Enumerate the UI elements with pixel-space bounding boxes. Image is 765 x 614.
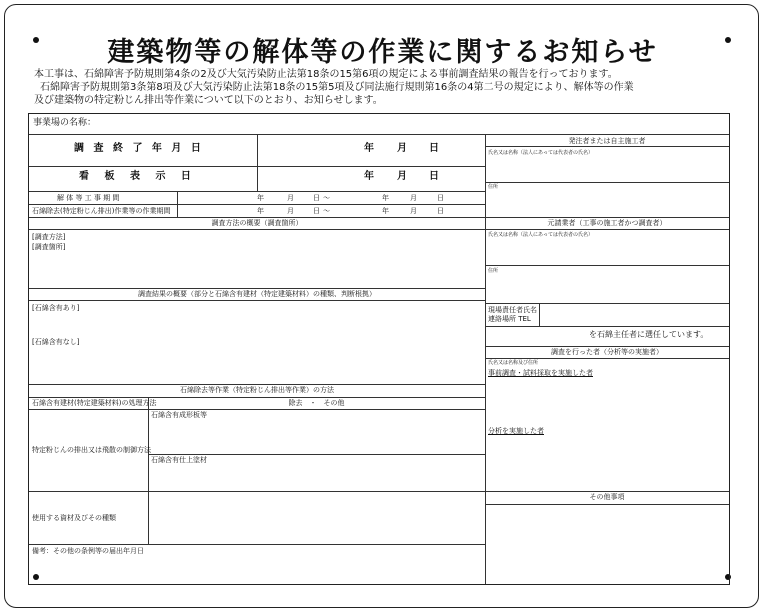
pre-survey-label: 事前調査・試料採取を実施した者 xyxy=(488,369,593,377)
client-name-label: 氏名又は名称（法人にあっては代表者の氏名） xyxy=(488,150,593,156)
survey-end-day: 日 xyxy=(429,143,439,154)
appointed-text: を石綿主任者に選任しています。 xyxy=(589,330,709,339)
site-manager-label: 現場責任者氏名 xyxy=(488,306,537,314)
form-grid xyxy=(28,113,730,585)
materials-used-label: 使用する資材及びその種類 xyxy=(32,514,116,522)
contractor-address-label: 住所 xyxy=(488,268,499,274)
asbestos-no-label: [石綿含有なし] xyxy=(32,338,80,346)
survey-place-label: [調査箇所] xyxy=(32,243,66,251)
result-header: 調査結果の概要（部分と石綿含有建材（特定建築材料）の種類、判断根拠） xyxy=(138,290,376,298)
notice-display-day: 日 xyxy=(429,171,439,182)
asbestos-start-day: 日 xyxy=(313,207,320,215)
survey-end-label: 調 査 終 了 年 月 日 xyxy=(74,143,204,154)
asbestos-end-year: 年 xyxy=(382,207,389,215)
intro-line-1: 本工事は、石綿障害予防規則第4条の2及び大気汚染防止法第18条の15第6項の規定による事前調査結果の報告を行っております。 xyxy=(34,69,618,80)
asbestos-start-month: 月 xyxy=(287,207,294,215)
demolition-end-month: 月 xyxy=(410,194,417,202)
survey-end-year: 年 xyxy=(364,143,374,154)
asbestos-start-year: 年 xyxy=(257,207,264,215)
intro-text xyxy=(34,68,734,107)
treatment-method-value: 除去 ・ その他 xyxy=(288,399,345,407)
intro-line-2: 石綿障害予防規則第3条第8項及び大気汚染防止法第18条の15第5項及び同法施行規則第16条の4第二号の規定により、解体等の作業 xyxy=(40,82,634,93)
notice-display-year: 年 xyxy=(364,171,374,182)
surveyor-name-label: 氏名又は名称及び住所 xyxy=(488,360,539,366)
analysis-label: 分析を実施した者 xyxy=(488,427,544,435)
molded-board-label: 石綿含有成形板等 xyxy=(151,411,207,419)
surveyor-header: 調査を行った者（分析等の実施者） xyxy=(551,348,663,356)
survey-method-header: 調査方法の概要（調査箇所） xyxy=(211,219,303,227)
site-name-label: 事業場の名称： xyxy=(33,118,97,128)
intro-line-3: 及び建築物の特定粉じん排出等作業について以下のとおり、お知らせします。 xyxy=(34,95,383,106)
demolition-end-day: 日 xyxy=(437,194,444,202)
demolition-start-day: 日 xyxy=(313,194,320,202)
contractor-header: 元請業者（工事の施工者かつ調査者） xyxy=(547,219,667,227)
demolition-start-month: 月 xyxy=(287,194,294,202)
contact-tel-label: 連絡場所 TEL xyxy=(488,315,531,323)
remarks-label: 備考：その他の条例等の届出年月日 xyxy=(32,547,144,555)
asbestos-tilde: ～ xyxy=(323,207,330,215)
demolition-start-year: 年 xyxy=(257,194,264,202)
emission-control-label: 特定粉じんの排出又は飛散の制御方法 xyxy=(32,446,151,454)
contractor-name-label: 氏名又は名称（法人にあっては代表者の氏名） xyxy=(488,232,593,238)
removal-header: 石綿除去等作業（特定粉じん排出等作業）の方法 xyxy=(180,386,334,394)
client-address-label: 住所 xyxy=(488,184,499,190)
demolition-period-label: 解 体 等 工 事 期 間 xyxy=(57,194,120,202)
asbestos-end-day: 日 xyxy=(437,207,444,215)
notice-display-month: 月 xyxy=(397,171,407,182)
finish-coating-label: 石綿含有仕上塗材 xyxy=(151,456,207,464)
demolition-end-year: 年 xyxy=(382,194,389,202)
page-title: 建築物等の解体等の作業に関するお知らせ xyxy=(107,37,658,68)
asbestos-yes-label: [石綿含有あり] xyxy=(32,304,80,312)
asbestos-end-month: 月 xyxy=(410,207,417,215)
client-header: 発注者または自主施工者 xyxy=(568,137,646,145)
survey-end-month: 月 xyxy=(397,143,407,154)
treatment-method-label: 石綿含有建材(特定建築材料)の処理方法 xyxy=(32,399,157,407)
asbestos-period-label: 石綿除去(特定粉じん排出)作業等の作業期間 xyxy=(32,207,171,215)
notice-display-label: 看 板 表 示 日 xyxy=(79,171,197,182)
other-header: その他事項 xyxy=(589,493,625,501)
demolition-tilde: ～ xyxy=(323,194,330,202)
survey-method-label: [調査方法] xyxy=(32,233,66,241)
